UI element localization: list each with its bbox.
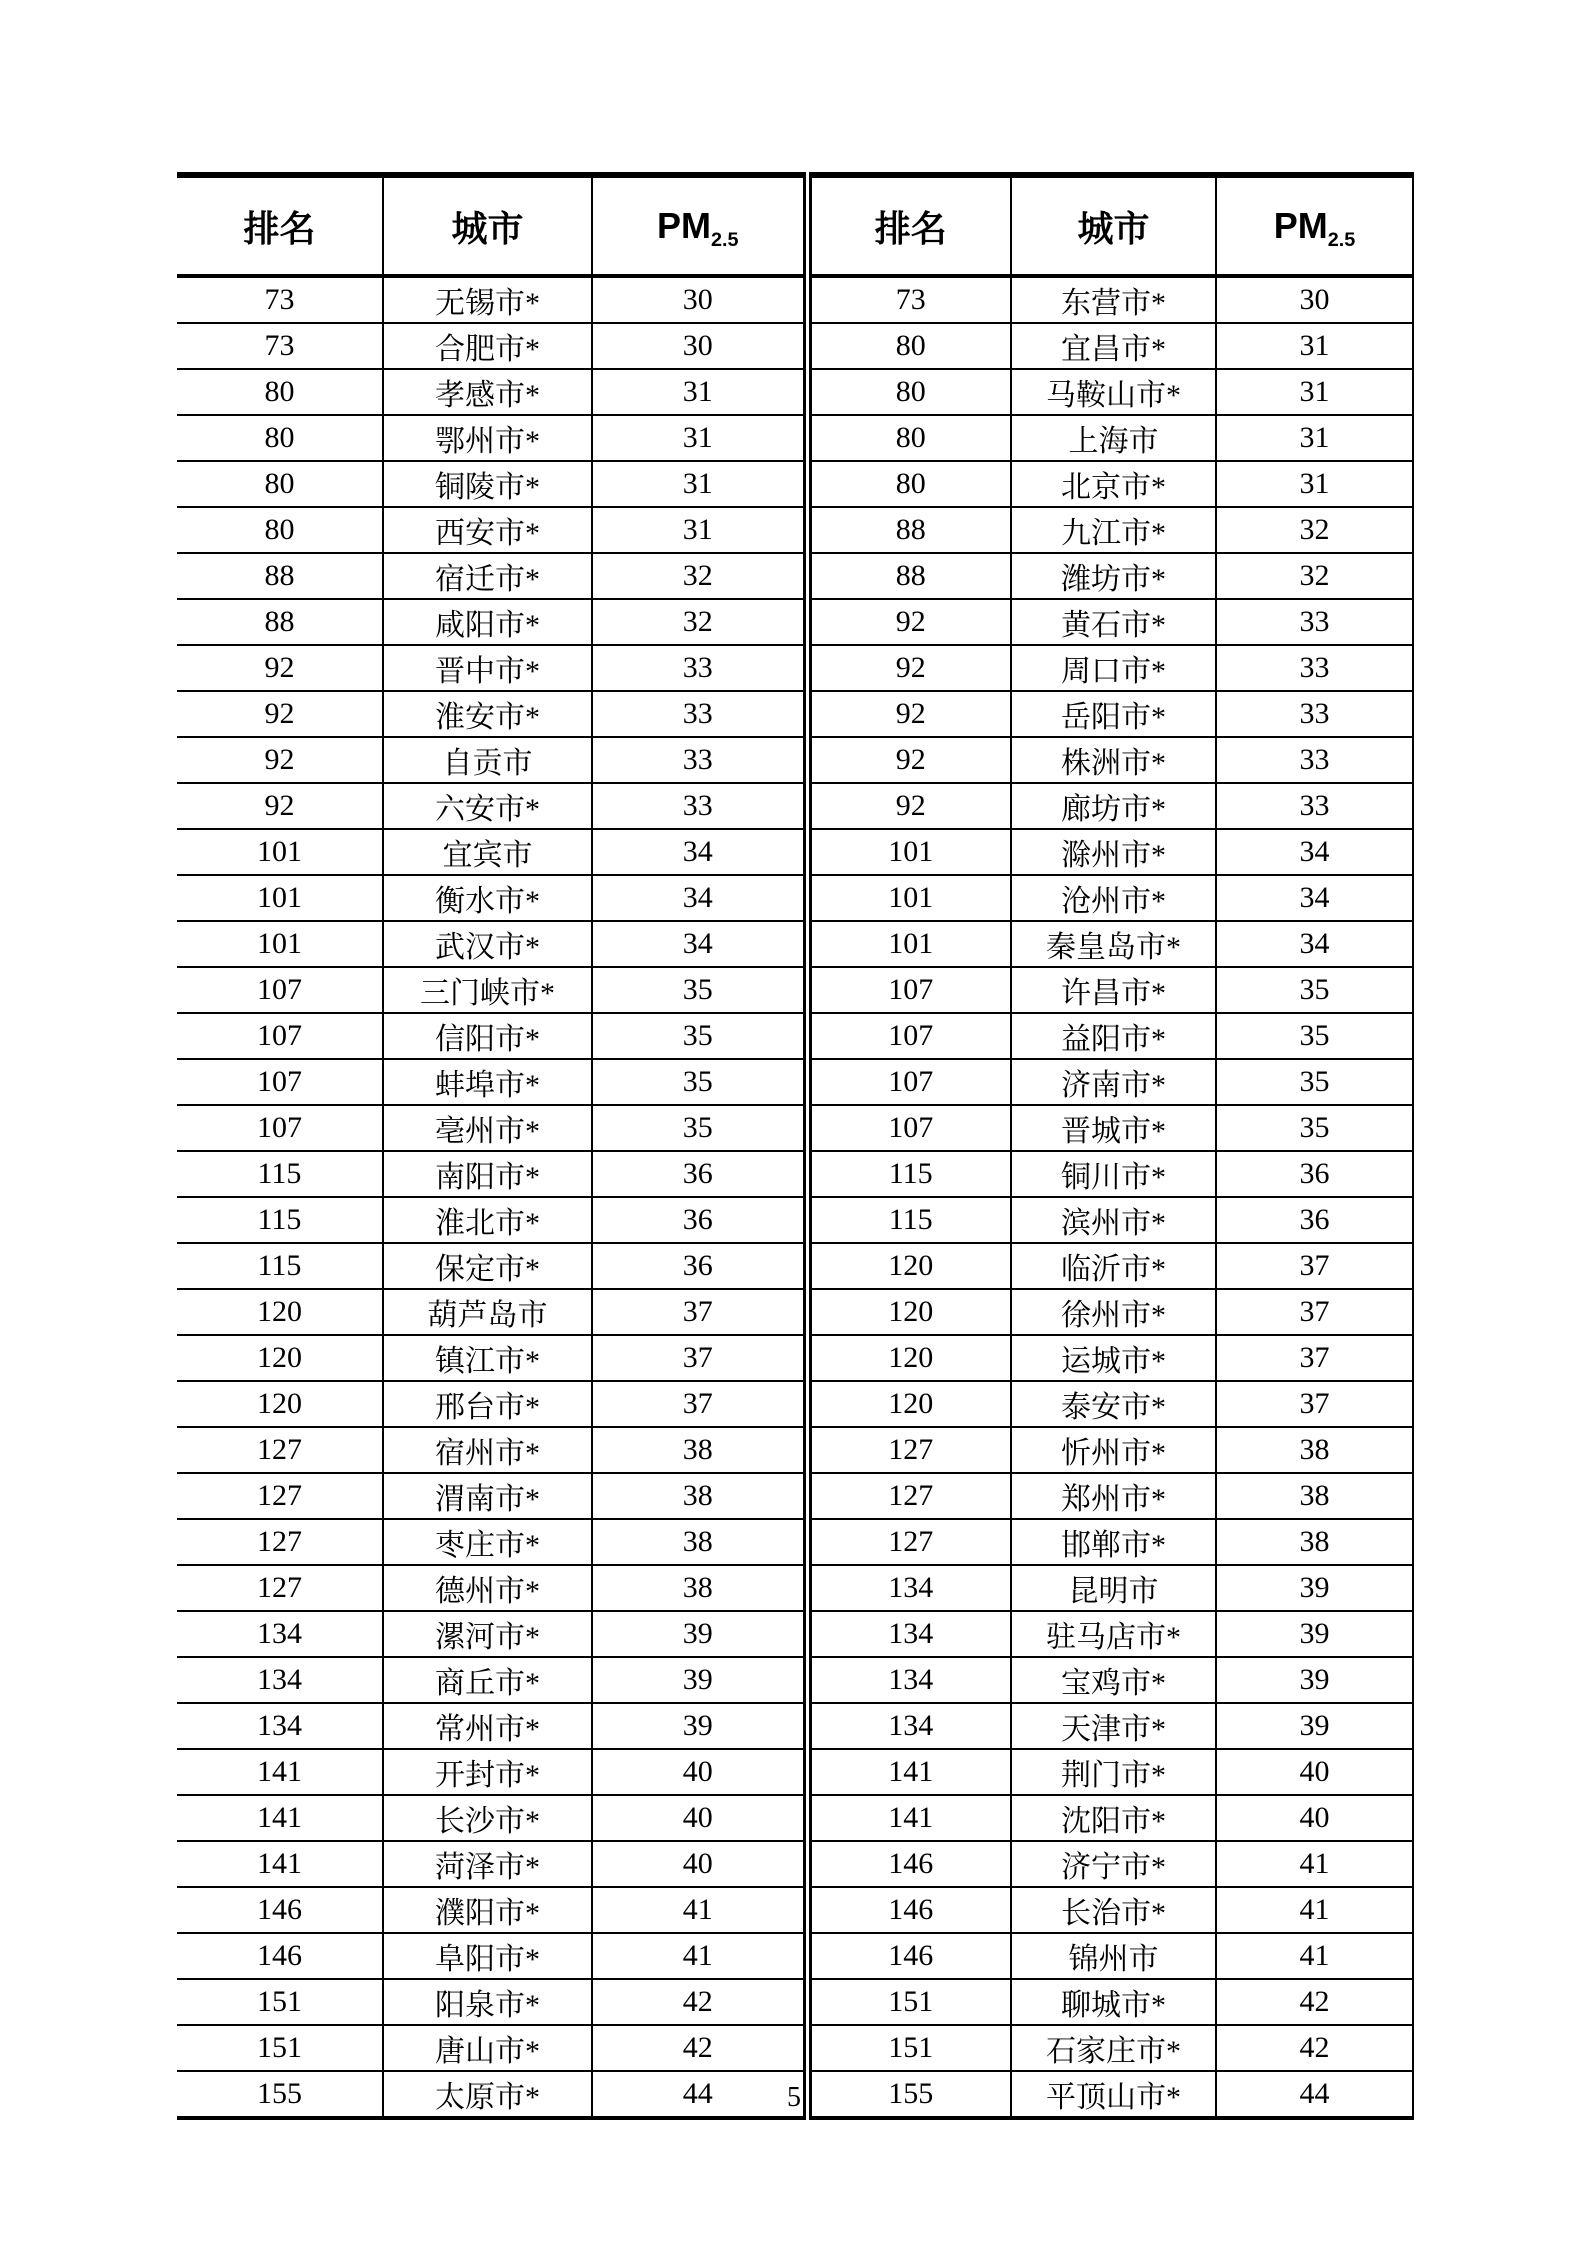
rank-cell: 134 <box>177 1703 383 1749</box>
pm-value-cell: 33 <box>1216 599 1413 645</box>
rank-cell: 92 <box>177 645 383 691</box>
rank-cell: 88 <box>807 507 1011 553</box>
pm-value-cell: 44 <box>1216 2071 1413 2118</box>
city-cell: 枣庄市* <box>383 1519 592 1565</box>
rank-cell: 92 <box>807 737 1011 783</box>
rank-cell: 101 <box>807 921 1011 967</box>
city-cell: 岳阳市* <box>1011 691 1216 737</box>
pm-value-cell: 40 <box>592 1795 807 1841</box>
city-cell: 蚌埠市* <box>383 1059 592 1105</box>
table-row <box>177 1059 1413 1105</box>
table-row <box>177 599 1413 645</box>
table-row <box>177 1427 1413 1473</box>
table-row <box>177 461 1413 507</box>
rank-cell: 134 <box>807 1703 1011 1749</box>
rank-cell: 115 <box>807 1151 1011 1197</box>
pm-value-cell: 35 <box>592 967 807 1013</box>
pm-value-cell: 39 <box>592 1657 807 1703</box>
table-row <box>177 1105 1413 1151</box>
city-cell: 孝感市* <box>383 369 592 415</box>
rank-cell: 127 <box>177 1427 383 1473</box>
city-cell: 阳泉市* <box>383 1979 592 2025</box>
rank-cell: 115 <box>177 1243 383 1289</box>
rank-cell: 151 <box>177 1979 383 2025</box>
rank-cell: 120 <box>807 1335 1011 1381</box>
rank-cell: 127 <box>177 1519 383 1565</box>
city-cell: 渭南市* <box>383 1473 592 1519</box>
rank-cell: 107 <box>807 1059 1011 1105</box>
pm-value-cell: 39 <box>1216 1565 1413 1611</box>
pm-value-cell: 34 <box>1216 875 1413 921</box>
rank-cell: 151 <box>177 2025 383 2071</box>
pm-value-cell: 37 <box>592 1381 807 1427</box>
rank-cell: 92 <box>807 645 1011 691</box>
table-row <box>177 921 1413 967</box>
pm-value-cell: 35 <box>1216 1013 1413 1059</box>
pm-value-cell: 39 <box>1216 1657 1413 1703</box>
rank-cell: 101 <box>807 875 1011 921</box>
city-cell: 黄石市* <box>1011 599 1216 645</box>
rank-cell: 134 <box>807 1565 1011 1611</box>
table-row <box>177 1519 1413 1565</box>
city-cell: 商丘市* <box>383 1657 592 1703</box>
rank-cell: 92 <box>807 783 1011 829</box>
city-cell: 邢台市* <box>383 1381 592 1427</box>
city-cell: 衡水市* <box>383 875 592 921</box>
pm-value-cell: 41 <box>1216 1933 1413 1979</box>
rank-cell: 88 <box>177 599 383 645</box>
table-row <box>177 1749 1413 1795</box>
pm-value-cell: 41 <box>1216 1841 1413 1887</box>
city-cell: 聊城市* <box>1011 1979 1216 2025</box>
table-row <box>177 369 1413 415</box>
city-cell: 九江市* <box>1011 507 1216 553</box>
city-cell: 信阳市* <box>383 1013 592 1059</box>
city-cell: 德州市* <box>383 1565 592 1611</box>
pm-value-cell: 38 <box>1216 1427 1413 1473</box>
pm-value-cell: 35 <box>592 1105 807 1151</box>
pm-value-cell: 38 <box>592 1565 807 1611</box>
pm-value-cell: 35 <box>592 1059 807 1105</box>
city-cell: 锦州市 <box>1011 1933 1216 1979</box>
pm-value-cell: 36 <box>1216 1197 1413 1243</box>
city-cell: 亳州市* <box>383 1105 592 1151</box>
rank-cell: 146 <box>807 1933 1011 1979</box>
table-body <box>177 276 1413 2118</box>
city-cell: 阜阳市* <box>383 1933 592 1979</box>
pm-value-cell: 32 <box>1216 553 1413 599</box>
rank-cell: 92 <box>177 783 383 829</box>
city-cell: 许昌市* <box>1011 967 1216 1013</box>
pm-value-cell: 41 <box>592 1887 807 1933</box>
table-row <box>177 1795 1413 1841</box>
pm-value-cell: 38 <box>592 1427 807 1473</box>
city-cell: 宜宾市 <box>383 829 592 875</box>
pm-value-cell: 40 <box>592 1749 807 1795</box>
pm-value-cell: 33 <box>592 691 807 737</box>
table-row <box>177 875 1413 921</box>
pm-value-cell: 33 <box>592 783 807 829</box>
rank-cell: 107 <box>177 1105 383 1151</box>
pm-value-cell: 40 <box>592 1841 807 1887</box>
city-cell: 鄂州市* <box>383 415 592 461</box>
rank-cell: 73 <box>177 323 383 369</box>
rank-cell: 127 <box>177 1565 383 1611</box>
city-cell: 宜昌市* <box>1011 323 1216 369</box>
rank-cell: 151 <box>807 2025 1011 2071</box>
city-cell: 郑州市* <box>1011 1473 1216 1519</box>
rank-cell: 101 <box>177 829 383 875</box>
pm-value-cell: 39 <box>1216 1703 1413 1749</box>
city-cell: 漯河市* <box>383 1611 592 1657</box>
table-row <box>177 1151 1413 1197</box>
pm-value-cell: 31 <box>592 369 807 415</box>
pm-value-cell: 41 <box>592 1933 807 1979</box>
table-row <box>177 1565 1413 1611</box>
rank-cell: 80 <box>807 461 1011 507</box>
city-cell: 石家庄市* <box>1011 2025 1216 2071</box>
table-row <box>177 1335 1413 1381</box>
header-rank-right: 排名 <box>807 175 1011 276</box>
table-row <box>177 323 1413 369</box>
city-cell: 天津市* <box>1011 1703 1216 1749</box>
table-row <box>177 553 1413 599</box>
rank-cell: 120 <box>807 1381 1011 1427</box>
rank-cell: 73 <box>177 276 383 323</box>
rank-cell: 141 <box>177 1841 383 1887</box>
rank-cell: 120 <box>177 1381 383 1427</box>
city-cell: 淮安市* <box>383 691 592 737</box>
pm-value-cell: 42 <box>1216 1979 1413 2025</box>
pm-value-cell: 32 <box>592 553 807 599</box>
rank-cell: 107 <box>177 1059 383 1105</box>
rank-cell: 107 <box>807 967 1011 1013</box>
table-row <box>177 1013 1413 1059</box>
city-cell: 沧州市* <box>1011 875 1216 921</box>
rank-cell: 127 <box>807 1519 1011 1565</box>
table-row <box>177 2025 1413 2071</box>
city-cell: 忻州市* <box>1011 1427 1216 1473</box>
pm-value-cell: 33 <box>1216 645 1413 691</box>
pm-value-cell: 38 <box>592 1473 807 1519</box>
city-cell: 葫芦岛市 <box>383 1289 592 1335</box>
pm-value-cell: 34 <box>592 829 807 875</box>
table-row <box>177 1979 1413 2025</box>
pm-value-cell: 32 <box>592 599 807 645</box>
city-cell: 晋中市* <box>383 645 592 691</box>
rank-cell: 80 <box>177 369 383 415</box>
rank-cell: 80 <box>177 507 383 553</box>
pm-value-cell: 34 <box>592 921 807 967</box>
city-cell: 武汉市* <box>383 921 592 967</box>
table-row <box>177 967 1413 1013</box>
table-header-row <box>177 175 1413 276</box>
rank-cell: 134 <box>177 1657 383 1703</box>
pm-subscript: 2.5 <box>711 229 739 252</box>
pm-value-cell: 31 <box>1216 461 1413 507</box>
table-row <box>177 783 1413 829</box>
pm-value-cell: 31 <box>1216 369 1413 415</box>
pm-subscript: 2.5 <box>1327 229 1356 252</box>
city-cell: 太原市* <box>383 2071 592 2118</box>
pm-value-cell: 37 <box>1216 1289 1413 1335</box>
rank-cell: 101 <box>807 829 1011 875</box>
city-cell: 邯郸市* <box>1011 1519 1216 1565</box>
city-cell: 铜川市* <box>1011 1151 1216 1197</box>
city-cell: 泰安市* <box>1011 1381 1216 1427</box>
city-cell: 东营市* <box>1011 276 1216 323</box>
city-cell: 咸阳市* <box>383 599 592 645</box>
table-row <box>177 645 1413 691</box>
rank-cell: 107 <box>177 1013 383 1059</box>
rank-cell: 115 <box>177 1151 383 1197</box>
city-cell: 合肥市* <box>383 323 592 369</box>
rank-cell: 92 <box>807 599 1011 645</box>
table-row <box>177 415 1413 461</box>
table-row <box>177 507 1413 553</box>
rank-cell: 141 <box>807 1795 1011 1841</box>
city-cell: 周口市* <box>1011 645 1216 691</box>
city-cell: 滁州市* <box>1011 829 1216 875</box>
header-city-right: 城市 <box>1011 175 1216 276</box>
pm-value-cell: 31 <box>592 461 807 507</box>
page-number: 5 <box>787 2082 801 2113</box>
rank-cell: 115 <box>177 1197 383 1243</box>
table-row <box>177 1197 1413 1243</box>
rank-cell: 120 <box>177 1335 383 1381</box>
pm-value-cell: 37 <box>592 1289 807 1335</box>
pm-value-cell: 35 <box>1216 967 1413 1013</box>
rank-cell: 80 <box>807 415 1011 461</box>
rank-cell: 146 <box>177 1887 383 1933</box>
pm-value-cell: 37 <box>1216 1243 1413 1289</box>
city-cell: 平顶山市* <box>1011 2071 1216 2118</box>
city-cell: 株洲市* <box>1011 737 1216 783</box>
city-cell: 开封市* <box>383 1749 592 1795</box>
pm-value-cell: 33 <box>1216 783 1413 829</box>
table-row <box>177 1289 1413 1335</box>
pm-value-cell: 39 <box>592 1703 807 1749</box>
pm-value-cell: 37 <box>592 1335 807 1381</box>
city-cell: 济宁市* <box>1011 1841 1216 1887</box>
city-cell: 铜陵市* <box>383 461 592 507</box>
pm-value-cell: 36 <box>592 1151 807 1197</box>
rank-cell: 88 <box>807 553 1011 599</box>
table-row <box>177 1887 1413 1933</box>
city-cell: 保定市* <box>383 1243 592 1289</box>
city-cell: 潍坊市* <box>1011 553 1216 599</box>
rank-cell: 141 <box>177 1749 383 1795</box>
rank-cell: 134 <box>807 1657 1011 1703</box>
pm-value-cell: 34 <box>1216 921 1413 967</box>
table-row <box>177 1841 1413 1887</box>
pm-value-cell: 37 <box>1216 1381 1413 1427</box>
pm-value-cell: 34 <box>1216 829 1413 875</box>
pm-value-cell: 31 <box>1216 323 1413 369</box>
header-city-left: 城市 <box>383 175 592 276</box>
city-cell: 自贡市 <box>383 737 592 783</box>
city-cell: 濮阳市* <box>383 1887 592 1933</box>
rank-cell: 120 <box>807 1243 1011 1289</box>
header-pm-left <box>592 175 807 276</box>
rank-cell: 141 <box>177 1795 383 1841</box>
pm-label: PM <box>657 205 711 246</box>
rank-cell: 146 <box>807 1841 1011 1887</box>
city-cell: 南阳市* <box>383 1151 592 1197</box>
rank-cell: 73 <box>807 276 1011 323</box>
table-row <box>177 737 1413 783</box>
pm-value-cell: 35 <box>1216 1059 1413 1105</box>
rank-cell: 80 <box>807 323 1011 369</box>
pm-value-cell: 42 <box>592 1979 807 2025</box>
city-cell: 秦皇岛市* <box>1011 921 1216 967</box>
city-cell: 沈阳市* <box>1011 1795 1216 1841</box>
pm-value-cell: 30 <box>592 276 807 323</box>
pm-value-cell: 32 <box>1216 507 1413 553</box>
pm-value-cell: 36 <box>1216 1151 1413 1197</box>
header-pm-right <box>1216 175 1413 276</box>
rank-cell: 134 <box>177 1611 383 1657</box>
table-row <box>177 1657 1413 1703</box>
city-cell: 廊坊市* <box>1011 783 1216 829</box>
pm-value-cell: 40 <box>1216 1749 1413 1795</box>
pm-value-cell: 36 <box>592 1243 807 1289</box>
pm-value-cell: 31 <box>592 415 807 461</box>
table-row <box>177 1473 1413 1519</box>
rank-cell: 120 <box>807 1289 1011 1335</box>
pm-value-cell: 37 <box>1216 1335 1413 1381</box>
rank-cell: 120 <box>177 1289 383 1335</box>
pm-value-cell: 31 <box>592 507 807 553</box>
rank-cell: 146 <box>807 1887 1011 1933</box>
rank-cell: 80 <box>807 369 1011 415</box>
city-cell: 昆明市 <box>1011 1565 1216 1611</box>
city-cell: 常州市* <box>383 1703 592 1749</box>
pm-value-cell: 30 <box>1216 276 1413 323</box>
table-row <box>177 1243 1413 1289</box>
city-cell: 镇江市* <box>383 1335 592 1381</box>
city-cell: 三门峡市* <box>383 967 592 1013</box>
rank-cell: 155 <box>807 2071 1011 2118</box>
city-cell: 北京市* <box>1011 461 1216 507</box>
city-cell: 淮北市* <box>383 1197 592 1243</box>
rank-cell: 151 <box>807 1979 1011 2025</box>
pm-value-cell: 35 <box>1216 1105 1413 1151</box>
rank-cell: 92 <box>177 737 383 783</box>
pm-value-cell: 30 <box>592 323 807 369</box>
table-row <box>177 829 1413 875</box>
city-cell: 西安市* <box>383 507 592 553</box>
city-cell: 滨州市* <box>1011 1197 1216 1243</box>
pm-value-cell: 33 <box>592 645 807 691</box>
table-row <box>177 1703 1413 1749</box>
rank-cell: 107 <box>807 1105 1011 1151</box>
city-cell: 上海市 <box>1011 415 1216 461</box>
rank-cell: 115 <box>807 1197 1011 1243</box>
city-cell: 宿迁市* <box>383 553 592 599</box>
rank-cell: 88 <box>177 553 383 599</box>
pm-value-cell: 38 <box>1216 1519 1413 1565</box>
rank-cell: 80 <box>177 461 383 507</box>
city-cell: 临沂市* <box>1011 1243 1216 1289</box>
city-cell: 济南市* <box>1011 1059 1216 1105</box>
city-cell: 马鞍山市* <box>1011 369 1216 415</box>
city-cell: 徐州市* <box>1011 1289 1216 1335</box>
table-row <box>177 1381 1413 1427</box>
pm-value-cell: 31 <box>1216 415 1413 461</box>
rank-cell: 127 <box>807 1473 1011 1519</box>
rank-cell: 101 <box>177 921 383 967</box>
city-cell: 菏泽市* <box>383 1841 592 1887</box>
pm-value-cell: 44 <box>592 2071 807 2118</box>
table-row <box>177 1611 1413 1657</box>
city-cell: 长沙市* <box>383 1795 592 1841</box>
city-cell: 宿州市* <box>383 1427 592 1473</box>
pm-value-cell: 34 <box>592 875 807 921</box>
rank-cell: 92 <box>807 691 1011 737</box>
rank-cell: 127 <box>177 1473 383 1519</box>
city-cell: 晋城市* <box>1011 1105 1216 1151</box>
header-rank-left: 排名 <box>177 175 383 276</box>
rank-cell: 107 <box>807 1013 1011 1059</box>
rank-cell: 141 <box>807 1749 1011 1795</box>
pm-value-cell: 33 <box>1216 737 1413 783</box>
pm-label: PM <box>1273 205 1328 246</box>
pm25-ranking-table <box>177 172 1414 2120</box>
pm-value-cell: 41 <box>1216 1887 1413 1933</box>
pm-value-cell: 39 <box>1216 1611 1413 1657</box>
rank-cell: 101 <box>177 875 383 921</box>
pm-value-cell: 38 <box>1216 1473 1413 1519</box>
city-cell: 荆门市* <box>1011 1749 1216 1795</box>
rank-cell: 92 <box>177 691 383 737</box>
city-cell: 驻马店市* <box>1011 1611 1216 1657</box>
city-cell: 唐山市* <box>383 2025 592 2071</box>
city-cell: 长治市* <box>1011 1887 1216 1933</box>
city-cell: 无锡市* <box>383 276 592 323</box>
rank-cell: 155 <box>177 2071 383 2118</box>
table-row <box>177 691 1413 737</box>
pm-value-cell: 33 <box>1216 691 1413 737</box>
city-cell: 益阳市* <box>1011 1013 1216 1059</box>
pm-value-cell: 39 <box>592 1611 807 1657</box>
table-row <box>177 276 1413 323</box>
rank-cell: 107 <box>177 967 383 1013</box>
pm-value-cell: 40 <box>1216 1795 1413 1841</box>
pm-value-cell: 42 <box>1216 2025 1413 2071</box>
pm-value-cell: 36 <box>592 1197 807 1243</box>
pm-value-cell: 33 <box>592 737 807 783</box>
pm-value-cell: 35 <box>592 1013 807 1059</box>
city-cell: 运城市* <box>1011 1335 1216 1381</box>
pm-value-cell: 42 <box>592 2025 807 2071</box>
rank-cell: 146 <box>177 1933 383 1979</box>
pm-value-cell: 38 <box>592 1519 807 1565</box>
city-cell: 六安市* <box>383 783 592 829</box>
rank-cell: 80 <box>177 415 383 461</box>
rank-cell: 127 <box>807 1427 1011 1473</box>
table-row <box>177 1933 1413 1979</box>
city-cell: 宝鸡市* <box>1011 1657 1216 1703</box>
rank-cell: 134 <box>807 1611 1011 1657</box>
